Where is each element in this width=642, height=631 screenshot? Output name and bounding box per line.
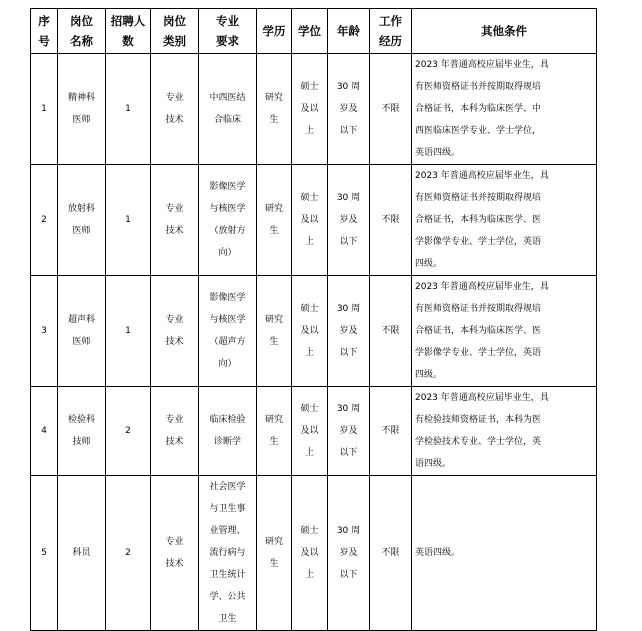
cell-age: 30 周 岁及 以下 (328, 387, 370, 476)
header-row (31, 9, 597, 54)
table-row (31, 387, 597, 476)
cell-major: 中西医结 合临床 (199, 54, 257, 165)
cell-education: 研究 生 (257, 276, 292, 387)
cell-count: 1 (106, 54, 151, 165)
cell-no: 1 (31, 54, 58, 165)
table-body (31, 54, 597, 631)
cell-other-conditions: 2023 年普通高校应届毕业生，具 有医师资格证书并按期取得规培 合格证书，本科为临床医学、医 学影像学专业、学士学位，英语 四级。 (412, 165, 597, 276)
cell-category: 专业 技术 (151, 476, 199, 631)
cell-age: 30 周 岁及 以下 (328, 54, 370, 165)
cell-experience: 不限 (370, 276, 412, 387)
header-cell: 招聘人 数 (106, 9, 151, 54)
cell-degree: 硕士 及以 上 (292, 54, 328, 165)
cell-other-conditions: 2023 年普通高校应届毕业生，具 有医师资格证书并按期取得规培 合格证书，本科为临床医学、医 学影像学专业、学士学位，英语 四级。 (412, 276, 597, 387)
cell-age: 30 周 岁及 以下 (328, 165, 370, 276)
cell-experience: 不限 (370, 387, 412, 476)
cell-degree: 硕士 及以 上 (292, 387, 328, 476)
cell-education: 研究 生 (257, 165, 292, 276)
cell-post-name: 检验科 技师 (58, 387, 106, 476)
header-cell: 岗位 名称 (58, 9, 106, 54)
cell-other-conditions: 2023 年普通高校应届毕业生，具 有检验技师资格证书，本科为医 学检验技术专业、学士学位，英 语四级。 (412, 387, 597, 476)
cell-other-conditions: 2023 年普通高校应届毕业生，具 有医师资格证书并按期取得规培 合格证书，本科为临床医学、中 西医临床医学专业、学士学位， 英语四级。 (412, 54, 597, 165)
cell-degree: 硕士 及以 上 (292, 165, 328, 276)
cell-count: 1 (106, 276, 151, 387)
cell-degree: 硕士 及以 上 (292, 276, 328, 387)
cell-major: 临床检验 诊断学 (199, 387, 257, 476)
table-row (31, 165, 597, 276)
cell-education: 研究 生 (257, 387, 292, 476)
cell-post-name: 科员 (58, 476, 106, 631)
table-row (31, 276, 597, 387)
cell-category: 专业 技术 (151, 54, 199, 165)
cell-count: 1 (106, 165, 151, 276)
header-cell: 其他条件 (412, 9, 597, 54)
cell-post-name: 放射科 医师 (58, 165, 106, 276)
cell-category: 专业 技术 (151, 276, 199, 387)
cell-major: 社会医学 与卫生事 业管理、 流行病与 卫生统计 学、公共 卫生 (199, 476, 257, 631)
cell-experience: 不限 (370, 54, 412, 165)
header-cell: 岗位 类别 (151, 9, 199, 54)
table-row (31, 54, 597, 165)
cell-category: 专业 技术 (151, 165, 199, 276)
cell-education: 研究 生 (257, 54, 292, 165)
cell-major: 影像医学 与核医学 （放射方 向） (199, 165, 257, 276)
cell-no: 4 (31, 387, 58, 476)
cell-age: 30 周 岁及 以下 (328, 476, 370, 631)
cell-age: 30 周 岁及 以下 (328, 276, 370, 387)
cell-category: 专业 技术 (151, 387, 199, 476)
header-cell: 序 号 (31, 9, 58, 54)
cell-no: 2 (31, 165, 58, 276)
cell-no: 3 (31, 276, 58, 387)
recruitment-table (30, 8, 597, 631)
cell-degree: 硕士 及以 上 (292, 476, 328, 631)
cell-count: 2 (106, 387, 151, 476)
header-cell: 学位 (292, 9, 328, 54)
cell-education: 研究 生 (257, 476, 292, 631)
header-cell: 学历 (257, 9, 292, 54)
cell-post-name: 超声科 医师 (58, 276, 106, 387)
cell-experience: 不限 (370, 476, 412, 631)
cell-other-conditions: 英语四级。 (412, 476, 597, 631)
header-cell: 工作 经历 (370, 9, 412, 54)
cell-post-name: 精神科 医师 (58, 54, 106, 165)
cell-count: 2 (106, 476, 151, 631)
header-cell: 专业 要求 (199, 9, 257, 54)
cell-experience: 不限 (370, 165, 412, 276)
header-cell: 年龄 (328, 9, 370, 54)
cell-no: 5 (31, 476, 58, 631)
cell-major: 影像医学 与核医学 （超声方 向） (199, 276, 257, 387)
table-row (31, 476, 597, 631)
